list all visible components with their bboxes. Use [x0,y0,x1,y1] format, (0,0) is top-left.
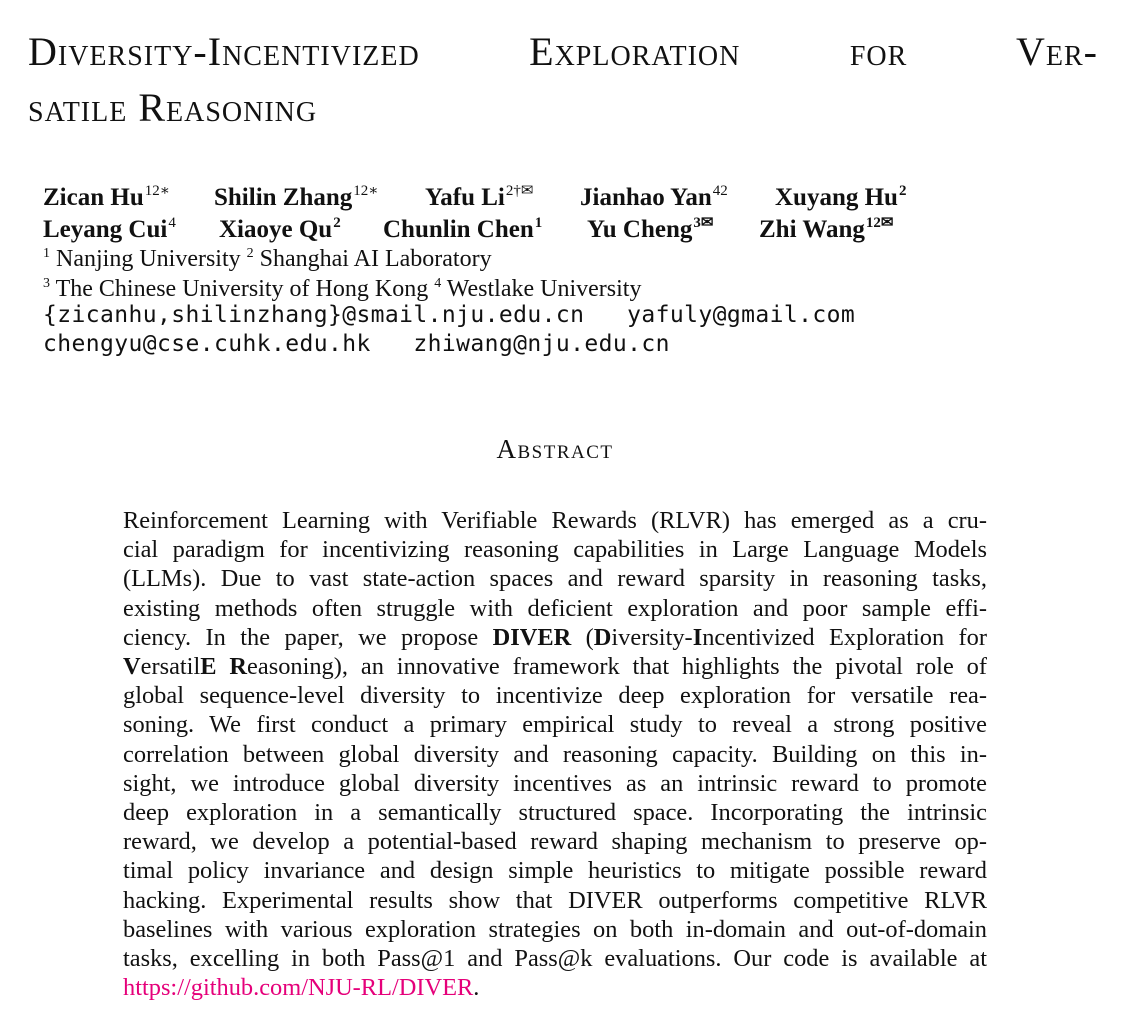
abstract-body [123,506,987,1002]
abstract-line: timal policy invariance and design simple heuristics to mitigate possible reward [123,857,987,885]
abstract-heading: Abstract [496,434,614,464]
author-row-1 [43,176,1103,211]
abstract-line: soning. We first conduct a primary empirical study to reveal a strong positive [123,711,987,739]
abstract-line: global sequence-level diversity to incentivize deep exploration for versatile rea- [123,682,987,710]
abstract-line: cial paradigm for incentivizing reasoning capabilities in Large Language Models [123,536,987,564]
author: Leyang Cui$^4$ [43,215,176,243]
author: Zhi Wang$^{12✉}$ [759,215,894,243]
author: Xuyang Hu$^2$ [775,183,907,211]
author-list [43,176,1103,243]
author-row-2 [43,208,1103,243]
email-line-2[interactable]: chengyu@cse.cuhk.edu.hk zhiwang@nju.edu.cn [43,331,670,357]
abstract-line: deep exploration in a semantically structured space. Incorporating the intrinsic [123,799,987,827]
email-line-1[interactable]: {zicanhu,shilinzhang}@smail.nju.edu.cn yafuly@gmail.com [43,302,856,328]
author: Zican $Hu^{12∗}$ [43,183,170,211]
abstract-line: ciency. In the paper, we propose DIVER (Diversity-Incentivized Exploration for [123,623,987,651]
abstract-line: https://github.com/NJU-RL/DIVER. [123,974,480,1002]
author: Xiaoye Qu$^2$ [219,215,341,243]
abstract-line: (LLMs). Due to vast state-action spaces and reward sparsity in reasoning tasks, [123,565,987,593]
abstract-line: correlation between global diversity and reasoning capacity. Building on this in- [123,740,987,768]
paper-title [28,24,1098,136]
abstract-line: VersatilE Reasoning), an innovative framework that highlights the pivotal role of [123,653,987,681]
abstract-line: Reinforcement Learning with Verifiable Rewards (RLVR) has emerged as a cru- [123,507,987,534]
author: Jianhao Yan$^{42}$ [580,183,728,211]
affiliation-line-1: $^1$ Nanjing University $^2$ Shanghai AI Laboratory [43,246,492,272]
affiliation-line-2: $^3$ The Chinese University of Hong Kong $^4$ Westlake University [43,276,642,302]
abstract-line: tasks, excelling in both Pass@1 and Pass@k evaluations. Our code is available at [123,945,987,973]
author: Yu Cheng$^{3✉}$ [587,215,714,243]
abstract-line: reward, we develop a potential-based reward shaping mechanism to preserve op- [123,828,987,856]
author: Yafu $Li^{2\dagger✉}$ [425,183,534,211]
author: Shilin Zhang$^{12∗}$ [214,183,379,211]
author: Chunlin Chen$^1$ [383,215,543,243]
github-link[interactable]: https://github.com/NJU-RL/DIVER [123,974,474,1002]
abstract-line: sight, we introduce global diversity incentives as an intrinsic reward to promote [123,769,987,797]
title-line-2: satile Reasoning [28,85,318,130]
abstract-line: existing methods often struggle with deficient exploration and poor sample effi- [123,594,987,622]
abstract-line: baselines with various exploration strategies on both in-domain and out-of-domain [123,915,987,943]
title-line-1: Diversity-Incentivized Exploration for Ver- [28,29,1098,74]
abstract-line: hacking. Experimental results show that DIVER outperforms competitive RLVR [123,886,987,914]
